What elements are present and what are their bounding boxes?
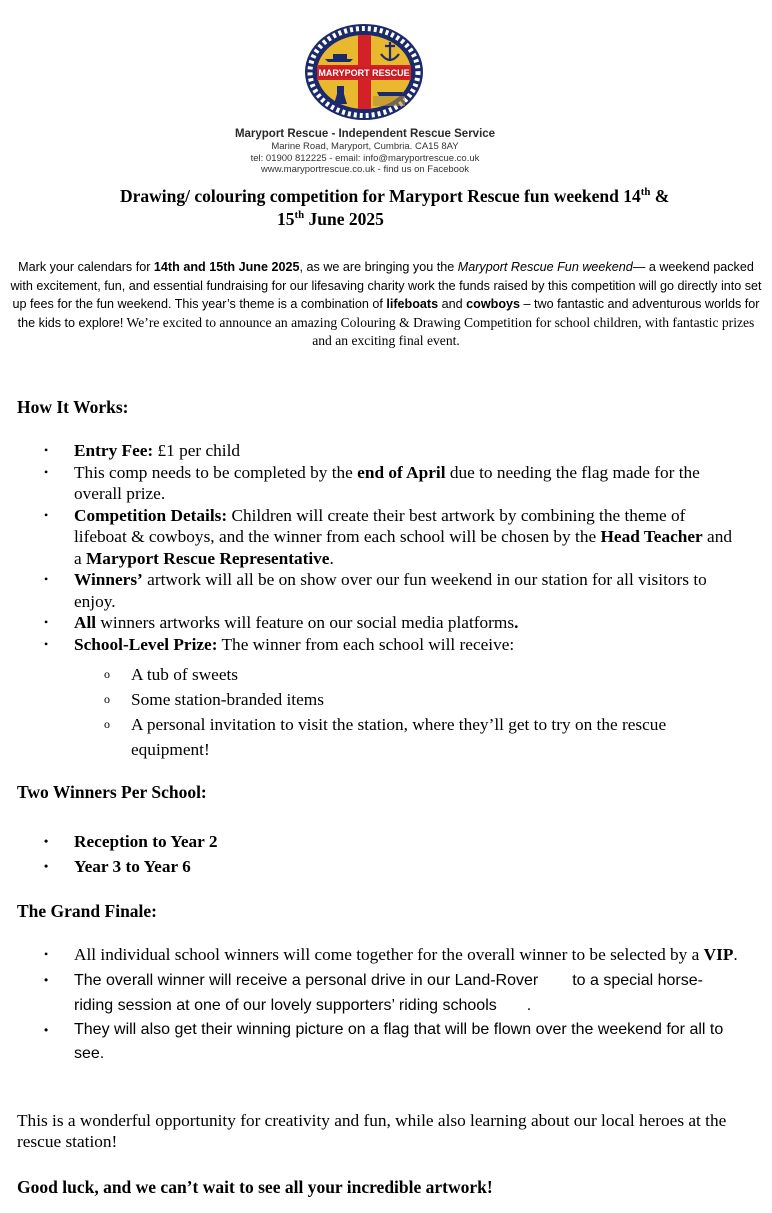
page-title <box>100 185 740 231</box>
item-text: They will also get their winning picture on a flag that will be flown over the weekend for all to see. <box>74 1020 724 1062</box>
intro-text: , as we are bringing you the <box>299 260 458 274</box>
item-label: School-Level Prize: <box>74 634 218 654</box>
prize-list <box>0 662 772 762</box>
circle-bullet-icon: o <box>104 717 110 731</box>
item-vip: VIP <box>703 945 734 964</box>
item-text: . <box>526 996 532 1014</box>
letterhead <box>200 128 530 176</box>
list-item <box>0 462 772 505</box>
heading-grand-finale: The Grand Finale: <box>17 901 158 921</box>
item-text: due to needing the flag made for the overall prize. <box>74 462 700 503</box>
intro-event-name: Maryport Rescue Fun weekend <box>457 260 633 274</box>
bullet-icon: • <box>44 464 49 479</box>
item-label: All <box>74 613 97 632</box>
how-it-works-list <box>0 440 772 655</box>
sign-off: Good luck, and we can’t wait to see all your incredible artwork! <box>17 1177 493 1197</box>
prize-item <box>0 687 772 712</box>
prize-text: A personal invitation to visit the station, where they’ll get to try on the rescue equipment! <box>131 715 667 759</box>
intro-paragraph <box>10 258 762 351</box>
item-text: artwork will all be on show over our fun weekend in our station for all visitors to enjoy. <box>74 570 707 611</box>
list-item <box>0 634 772 656</box>
theme-lifeboats: lifeboats <box>386 297 439 311</box>
title-line1: Drawing/ colouring competition for Maryport Rescue fun weekend 14 <box>120 186 641 206</box>
item-text: winners artworks will feature on our social media platforms <box>96 613 515 632</box>
item-text: to a special horse-riding session at one of our lovely supporters’ riding schools <box>74 971 703 1014</box>
item-text: . <box>329 548 334 568</box>
item-text: All individual school winners will come together for the overall winner to be selected by a <box>74 945 704 964</box>
age-groups-list <box>0 829 772 879</box>
heading-how-it-works: How It Works: <box>17 397 129 417</box>
list-item <box>0 854 772 879</box>
list-item <box>0 829 772 854</box>
item-text: £1 per child <box>153 441 241 460</box>
item-judge: Maryport Rescue Representative <box>86 548 330 568</box>
prize-item <box>0 662 772 687</box>
item-text: The overall winner will receive a personal drive in our Land-Rover <box>74 971 539 989</box>
grand-finale-list <box>0 944 772 1066</box>
intro-text: Mark your calendars for <box>18 260 154 274</box>
theme-cowboys: cowboys <box>466 297 521 311</box>
list-item <box>0 505 772 570</box>
item-text: Children will create their best artwork by combining the theme of lifeboat & cowboys, and the winner from each school will be chosen by the <box>74 505 686 546</box>
bullet-icon: • <box>44 1022 49 1037</box>
bullet-icon: • <box>44 834 49 848</box>
list-item <box>0 440 772 462</box>
contact-details: tel: 01900 812225 - email: info@maryportrescue.co.uk <box>250 152 480 164</box>
circle-bullet-icon: o <box>104 692 110 706</box>
org-name: Maryport Rescue - Independent Rescue Service <box>234 128 496 140</box>
circle-bullet-icon: o <box>104 667 110 681</box>
item-label: Competition Details: <box>74 505 228 525</box>
website-facebook: www.maryportrescue.co.uk - find us on Facebook <box>260 164 470 175</box>
intro-text: – two fantastic and adventurous worlds for the kids to explore! <box>17 297 760 330</box>
intro-dates: 14th and 15th June 2025 <box>153 260 300 274</box>
list-item <box>0 1018 772 1066</box>
intro-text: and <box>438 297 467 311</box>
bullet-icon: • <box>44 636 49 651</box>
age-group: Reception to Year 2 <box>74 832 218 851</box>
closing-paragraph: This is a wonderful opportunity for creativity and fun, while also learning about our local heroes at the rescue station! <box>17 1111 727 1151</box>
item-text: This comp needs to be completed by the <box>74 462 358 482</box>
list-item <box>0 968 772 1018</box>
bullet-icon: • <box>44 947 49 961</box>
list-item <box>0 612 772 634</box>
title-sup: th <box>294 209 305 222</box>
item-judge: Head Teacher <box>600 527 703 546</box>
title-line2-day: 15 <box>277 209 295 229</box>
heading-two-winners: Two Winners Per School: <box>17 782 207 802</box>
bullet-icon: • <box>44 507 49 522</box>
bullet-icon: • <box>44 615 49 629</box>
item-deadline: end of April <box>357 462 446 482</box>
item-text: . <box>514 613 519 632</box>
address: Marine Road, Maryport, Cumbria. CA15 8AY <box>271 141 459 152</box>
item-label: Entry Fee: <box>74 441 154 460</box>
prize-text: A tub of sweets <box>131 665 239 684</box>
bullet-icon: • <box>44 859 49 873</box>
intro-text: — a weekend packed with excitement, fun, and essential fundraising for our lifesaving charity work the funds raised by this competition will go directly into set up fees for the fun weekend. This year’s theme is a combination of <box>10 260 762 311</box>
list-item <box>0 944 772 966</box>
title-sup: th <box>640 186 651 199</box>
item-text: The winner from each school will receive: <box>217 634 515 654</box>
bullet-icon: • <box>44 443 49 457</box>
prize-item <box>0 712 772 762</box>
maryport-rescue-logo <box>303 22 425 122</box>
intro-announcement: We’re excited to announce an amazing Colouring & Drawing Competition for school children, with fantastic prizes and an exciting final event. <box>123 314 755 348</box>
age-group: Year 3 to Year 6 <box>74 857 191 876</box>
bullet-icon: • <box>44 972 49 987</box>
title-ampersand: & <box>650 186 670 206</box>
logo-text: MARYPORT RESCUE <box>318 68 410 78</box>
title-line2-rest: June 2025 <box>304 209 384 229</box>
item-text: and a <box>74 527 732 568</box>
item-label: Winners’ <box>74 570 143 589</box>
list-item <box>0 569 772 612</box>
item-text: . <box>733 945 738 964</box>
prize-text: Some station-branded items <box>131 690 324 709</box>
bullet-icon: • <box>44 572 49 586</box>
